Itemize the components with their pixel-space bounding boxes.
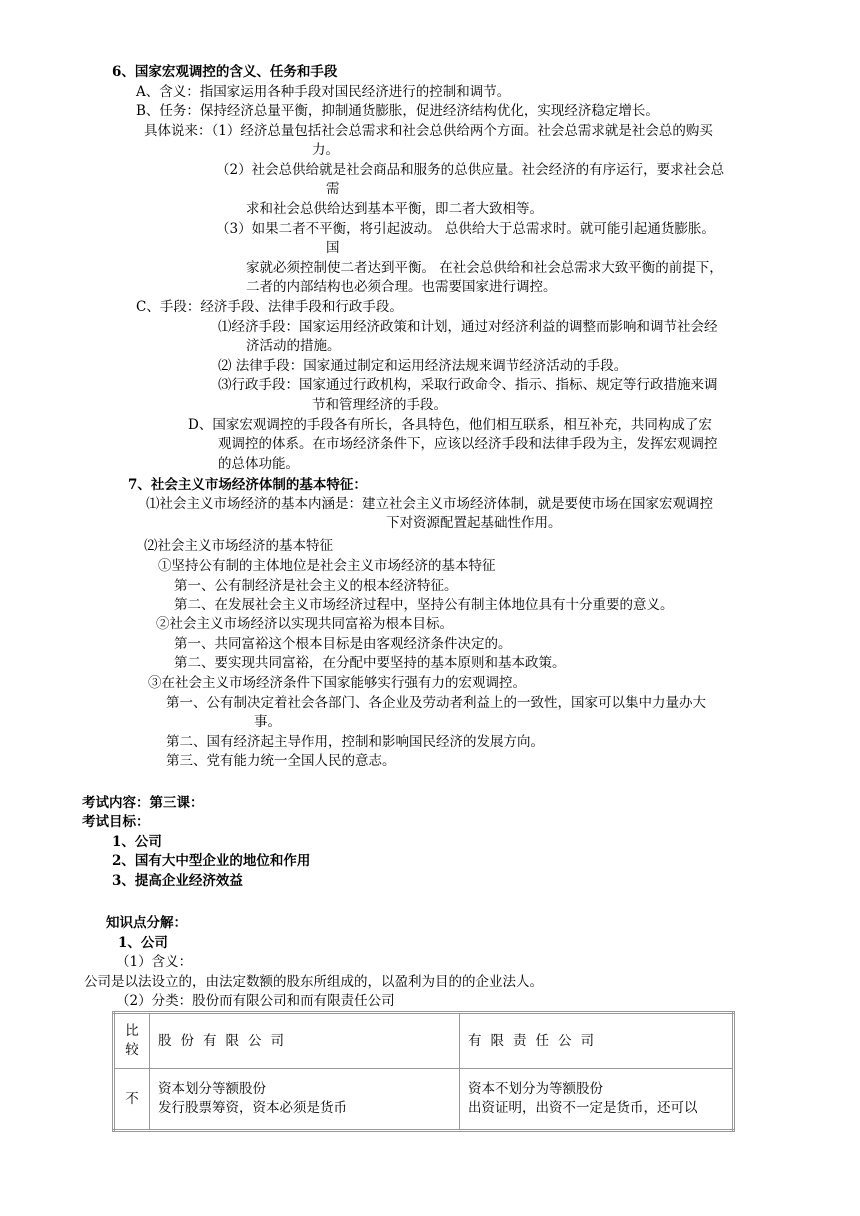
s6-detail-2a: （2）社会总供给就是社会商品和服务的总供应量。社会经济的有序运行，要求社会总: [216, 162, 725, 178]
s6-task: B、任务：保持经济总量平衡，抑制通货膨胀，促进经济结构优化，实现经济稳定增长。: [136, 103, 659, 119]
table-header-row: [114, 1013, 734, 1069]
definition-label: （1）含义：: [116, 954, 193, 970]
s7-feature-2-1: 第一、共同富裕这个根本目标是由客观经济条件决定的。: [174, 636, 512, 652]
header-limited-liability: 有限责任公司: [460, 1013, 734, 1069]
table-row: [114, 1069, 734, 1131]
row1-joint-stock-line1: 资本划分等额股份: [158, 1081, 266, 1097]
s7-p1a: ⑴社会主义市场经济的基本内涵是：建立社会主义市场经济体制，就是要使市场在国家宏观调控: [146, 496, 713, 512]
comparison-table: [112, 1011, 735, 1132]
s6-d-1: D、国家宏观调控的手段各有所长，各具特色，他们相互联系，相互补充，共同构成了宏: [188, 417, 712, 433]
s7-p1b: 下对资源配置起基础性作用。: [386, 515, 562, 531]
row1-joint-stock-line2: 发行股票筹资，资本必须是货币: [158, 1100, 347, 1116]
s6-means-1b: 济活动的措施。: [246, 338, 341, 354]
exam-goals: 考试目标：: [82, 814, 150, 830]
s6-detail-3d: 二者的内部结构也必须合理。也需要国家进行调控。: [246, 279, 557, 295]
s6-means-1a: ⑴经济手段：国家运用经济政策和计划，通过对经济利益的调整而影响和调节社会经: [218, 319, 718, 335]
s6-detail-3b: 国: [326, 240, 340, 256]
s7-feature-1-2: 第二、在发展社会主义市场经济过程中，坚持公有制主体地位具有十分重要的意义。: [174, 597, 674, 613]
s6-detail-2b: 需: [326, 181, 340, 197]
s7-feature-3: ③在社会主义市场经济条件下国家能够实行强有力的宏观调控。: [148, 675, 526, 691]
classification-label: （2）分类：股份而有限公司和而有限责任公司: [116, 993, 395, 1009]
s7-feature-3-3: 第三、党有能力统一全国人民的意志。: [166, 753, 396, 769]
s6-means-3a: ⑶行政手段：国家通过行政机构，采取行政命令、指示、指标、规定等行政措施来调: [218, 377, 718, 393]
s6-d-2: 观调控的体系。在市场经济条件下，应该以经济手段和法律手段为主，发挥宏观调控: [218, 436, 718, 452]
header-joint-stock: 股份有限公司: [150, 1013, 460, 1069]
row1-limited-liability-line1: 资本不划分为等额股份: [468, 1081, 603, 1097]
definition-text: 公司是以法设立的，由法定数额的股东所组成的，以盈利为目的的企业法人。: [84, 974, 543, 990]
s6-meaning: A、含义：指国家运用各种手段对国民经济进行的控制和调节。: [136, 84, 511, 100]
section-6-title: 6、国家宏观调控的含义、任务和手段: [112, 64, 338, 80]
s6-d-3: 的总体功能。: [218, 456, 299, 472]
s7-feature-3-2: 第二、国有经济起主导作用，控制和影响国民经济的发展方向。: [166, 734, 544, 750]
row1-joint-stock: [150, 1069, 460, 1131]
exam-goal-3: 3、提高企业经济效益: [112, 873, 243, 889]
s6-detail-3c: 家就必须控制使二者达到平衡。 在社会总供给和社会总需求大致平衡的前提下，: [246, 260, 723, 276]
row1-label: 不: [114, 1069, 150, 1131]
s6-detail-3a: （3）如果二者不平衡，将引起波动。 总供给大于总需求时。就可能引起通货膨胀。: [216, 221, 715, 237]
s7-feature-3-1b: 事。: [254, 714, 281, 730]
row1-limited-liability-line2: 出资证明，出资不一定是货币，还可以: [468, 1100, 698, 1116]
knowledge-item-1: 1、公司: [118, 935, 168, 951]
s7-feature-2: ②社会主义市场经济以实现共同富裕为根本目标。: [156, 616, 453, 632]
s6-detail-2c: 求和社会总供给达到基本平衡，即二者大致相等。: [246, 201, 543, 217]
s7-p2: ⑵社会主义市场经济的基本特征: [144, 538, 333, 554]
s7-feature-1-1: 第一、公有制经济是社会主义的根本经济特征。: [174, 578, 458, 594]
header-compare: 比较: [114, 1013, 150, 1069]
s7-feature-2-2: 第二、要实现共同富裕，在分配中要坚持的基本原则和基本政策。: [174, 655, 566, 671]
s6-detail-1b: 力。: [312, 142, 339, 158]
exam-goal-1: 1、公司: [112, 834, 162, 850]
exam-goal-2: 2、国有大中型企业的地位和作用: [112, 853, 311, 869]
s6-means-2: ⑵ 法律手段：国家通过制定和运用经济法规来调节经济活动的手段。: [218, 358, 628, 374]
row1-limited-liability: [460, 1069, 734, 1131]
s6-means: C、手段：经济手段、法律手段和行政手段。: [136, 299, 403, 315]
s6-means-3b: 节和管理经济的手段。: [312, 397, 447, 413]
section-7-title: 7、社会主义市场经济体制的基本特征：: [128, 477, 367, 493]
exam-content: 考试内容：第三课：: [82, 795, 204, 811]
s6-detail-1a: 具体说来：（1）经济总量包括社会总需求和社会总供给两个方面。社会总需求就是社会总的购买: [144, 123, 713, 139]
s7-feature-3-1a: 第一、公有制决定着社会各部门、各企业及劳动者利益上的一致性，国家可以集中力量办大: [166, 695, 706, 711]
knowledge-title: 知识点分解：: [106, 915, 187, 931]
s7-feature-1: ①坚持公有制的主体地位是社会主义市场经济的基本特征: [158, 558, 496, 574]
